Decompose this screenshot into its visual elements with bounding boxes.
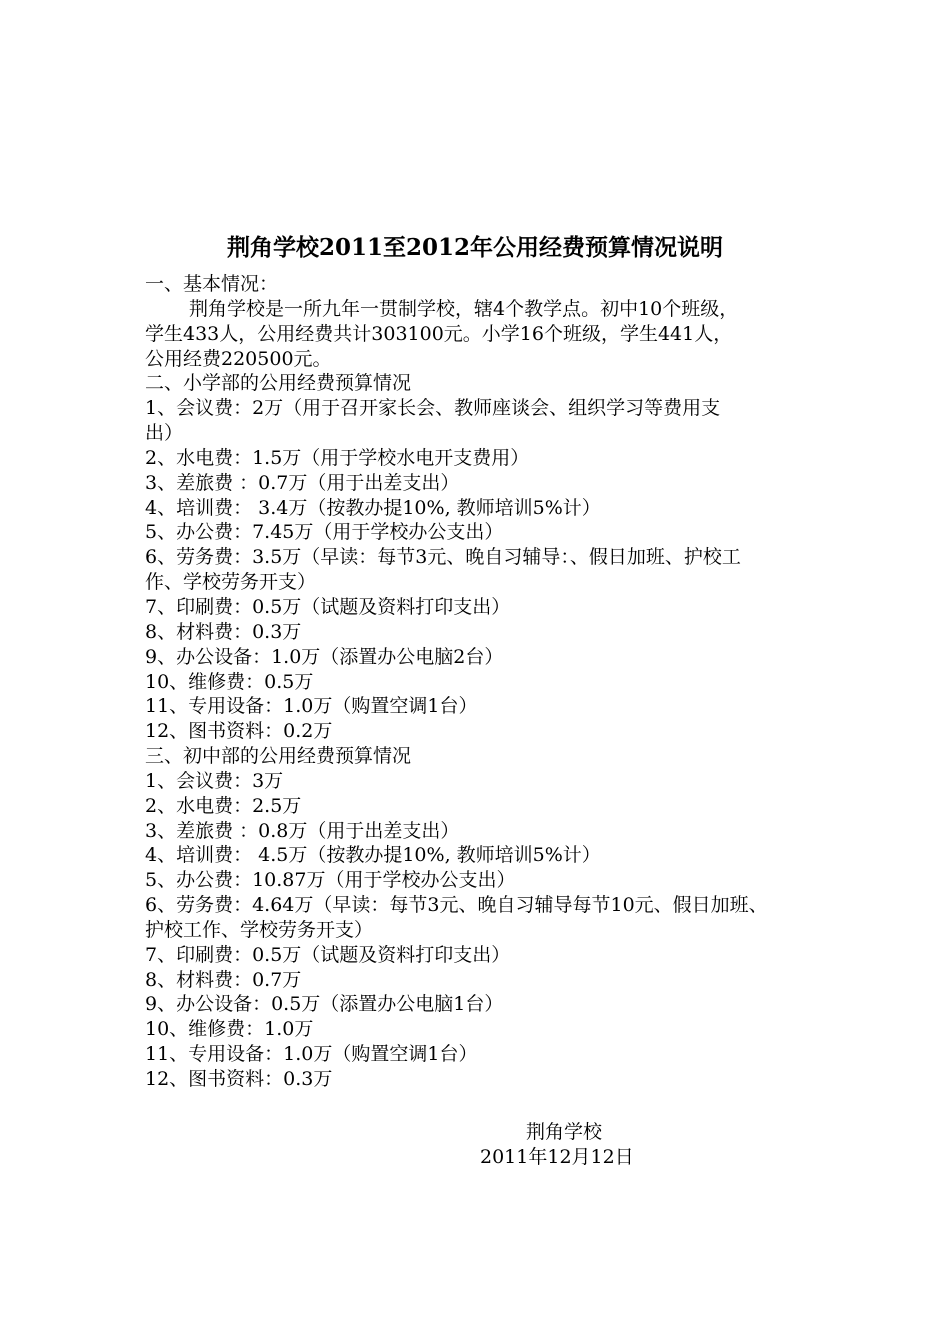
- primary-budget-item: 3、差旅费 ：0.7万（用于出差支出）: [145, 471, 460, 494]
- primary-budget-item: 2、水电费：1.5万（用于学校水电开支费用）: [145, 446, 530, 469]
- junior-budget-item: 12、图书资料：0.3万: [145, 1068, 333, 1090]
- junior-budget-item: 11、专用设备：1.0万（购置空调1台）: [145, 1043, 478, 1066]
- basic-paragraph-line: 学生433人，公用经费共计303100元。小学16个班级，学生441人，: [145, 322, 733, 345]
- junior-budget-item: 8、材料费：0.7万: [145, 968, 302, 991]
- basic-paragraph-line: 荆角学校是一所九年一贯制学校，辖4个教学点。初中10个班级，: [189, 297, 739, 320]
- junior-budget-item: 9、办公设备：0.5万（添置办公电脑1台）: [145, 993, 504, 1016]
- signature-date: 2011年12月12日: [480, 1146, 634, 1168]
- junior-budget-item: 10、维修费：1.0万: [145, 1018, 314, 1041]
- document-body: [145, 272, 825, 1092]
- junior-budget-item: 护校工作、学校劳务开支）: [145, 918, 374, 941]
- primary-budget-item: 10、维修费：0.5万: [145, 670, 314, 693]
- primary-budget-item: 6、劳务费：3.5万（早读：每节3元、晚自习辅导：、假日加班、护校工: [145, 546, 741, 569]
- signature-block: [470, 1120, 690, 1170]
- primary-budget-item: 8、材料费：0.3万: [145, 620, 302, 643]
- signature-org: 荆角学校: [526, 1121, 603, 1143]
- junior-budget-item: 3、差旅费 ：0.8万（用于出差支出）: [145, 819, 460, 842]
- primary-budget-item: 12、图书资料：0.2万: [145, 720, 333, 743]
- primary-budget-item: 5、办公费：7.45万（用于学校办公支出）: [145, 521, 504, 544]
- junior-budget-item: 1、会议费：3万: [145, 769, 284, 792]
- section-heading-junior: 三、初中部的公用经费预算情况: [145, 745, 412, 768]
- primary-budget-item: 作、学校劳务开支）: [145, 571, 317, 594]
- primary-budget-item: 4、培训费： 3.4万（按教办提10%, 教师培训5%计）: [145, 496, 601, 519]
- primary-budget-item: 出）: [145, 422, 184, 445]
- section-heading-basic: 一、基本情况：: [145, 273, 279, 295]
- primary-budget-item: 7、印刷费：0.5万（试题及资料打印支出）: [145, 595, 511, 618]
- basic-paragraph-line: 公用经费220500元。: [145, 347, 332, 370]
- junior-budget-item: 6、劳务费：4.64万（早读：每节3元、晚自习辅导每节10元、假日加班、: [145, 894, 768, 917]
- document-title: 荆角学校2011至2012年公用经费预算情况说明: [226, 234, 724, 261]
- primary-budget-item: 11、专用设备：1.0万（购置空调1台）: [145, 695, 478, 718]
- section-heading-primary: 二、小学部的公用经费预算情况: [145, 372, 412, 395]
- junior-budget-item: 2、水电费：2.5万: [145, 794, 302, 817]
- primary-budget-item: 1、会议费：2万（用于召开家长会、教师座谈会、组织学习等费用支: [145, 397, 721, 420]
- junior-budget-item: 4、培训费： 4.5万（按教办提10%, 教师培训5%计）: [145, 844, 601, 867]
- primary-budget-item: 9、办公设备：1.0万（添置办公电脑2台）: [145, 645, 504, 668]
- junior-budget-item: 7、印刷费：0.5万（试题及资料打印支出）: [145, 943, 511, 966]
- junior-budget-item: 5、办公费：10.87万（用于学校办公支出）: [145, 869, 516, 892]
